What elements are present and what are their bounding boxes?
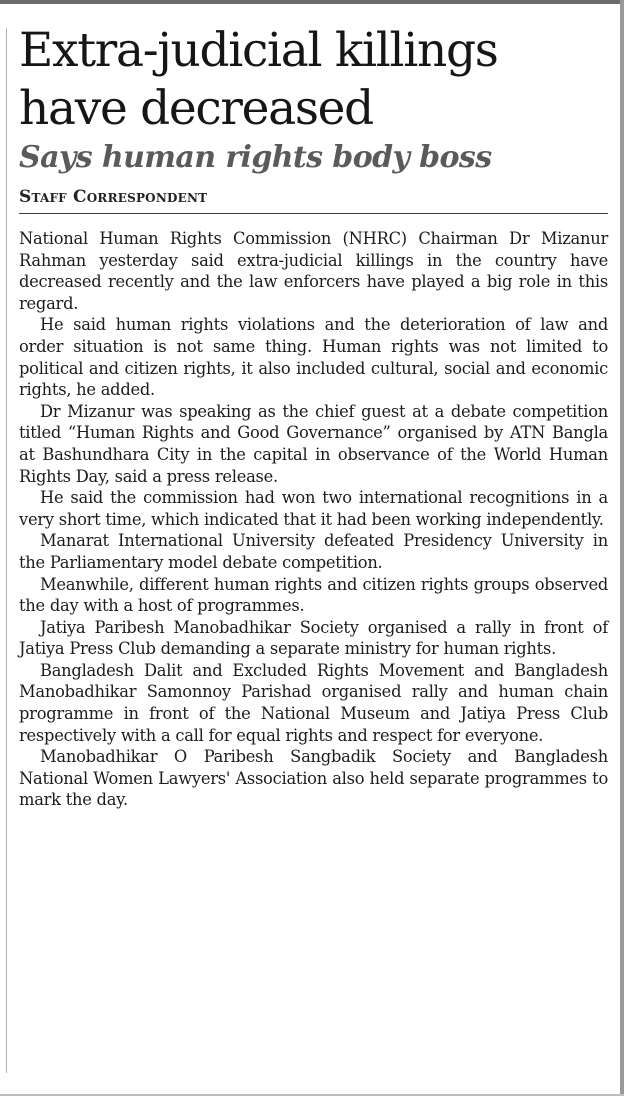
paragraph: Jatiya Paribesh Manobadhikar Society organised a rally in front of Jatiya Press Club demanding a separate ministry for human rights. bbox=[19, 617, 608, 659]
clipping-border-top bbox=[0, 0, 624, 4]
paragraph: He said human rights violations and the deterioration of law and order situation is not same thing. Human rights was not limited to political and citizen rights, it also included cultural, social and economic rights, he added. bbox=[19, 315, 608, 400]
column-rule-left bbox=[6, 28, 7, 1073]
subheadline: Says human rights body boss bbox=[19, 140, 492, 175]
paragraph: Meanwhile, different human rights and citizen rights groups observed the day with a host of programmes. bbox=[19, 574, 608, 616]
paragraph: He said the commission had won two international recognitions in a very short time, which indicated that it had been working independently. bbox=[19, 488, 608, 529]
news-article bbox=[19, 22, 608, 811]
paragraph: National Human Rights Commission (NHRC) Chairman Dr Mizanur Rahman yesterday said extra-judicial killings in the country have decreased recently and the law enforcers have played a big role in this regard. bbox=[19, 229, 608, 313]
paragraph: Dr Mizanur was speaking as the chief guest at a debate competition titled “Human Rights and Good Governance” organised by ATN Bangla at Bashundhara City in the capital in observance of the World Human Rights Day, said a press release. bbox=[19, 401, 608, 486]
paragraph: Manobadhikar O Paribesh Sangbadik Society and Bangladesh National Women Lawyers' Association also held separate programmes to mark the day. bbox=[19, 747, 608, 810]
paragraph: Bangladesh Dalit and Excluded Rights Movement and Bangladesh Manobadhikar Samonnoy Parishad organised rally and human chain programme in front of the National Museum and Jatiya Press Club respectively with a call for equal rights and respect for everyone. bbox=[19, 660, 608, 745]
clipping-border-right bbox=[620, 0, 624, 1096]
byline: Staff Correspondent bbox=[19, 187, 208, 207]
paragraph: Manarat International University defeated Presidency University in the Parliamentary model debate competition. bbox=[19, 531, 608, 572]
headline: Extra-judicial killings have decreased bbox=[19, 23, 498, 136]
article-body bbox=[19, 228, 608, 811]
byline-divider bbox=[19, 213, 608, 214]
